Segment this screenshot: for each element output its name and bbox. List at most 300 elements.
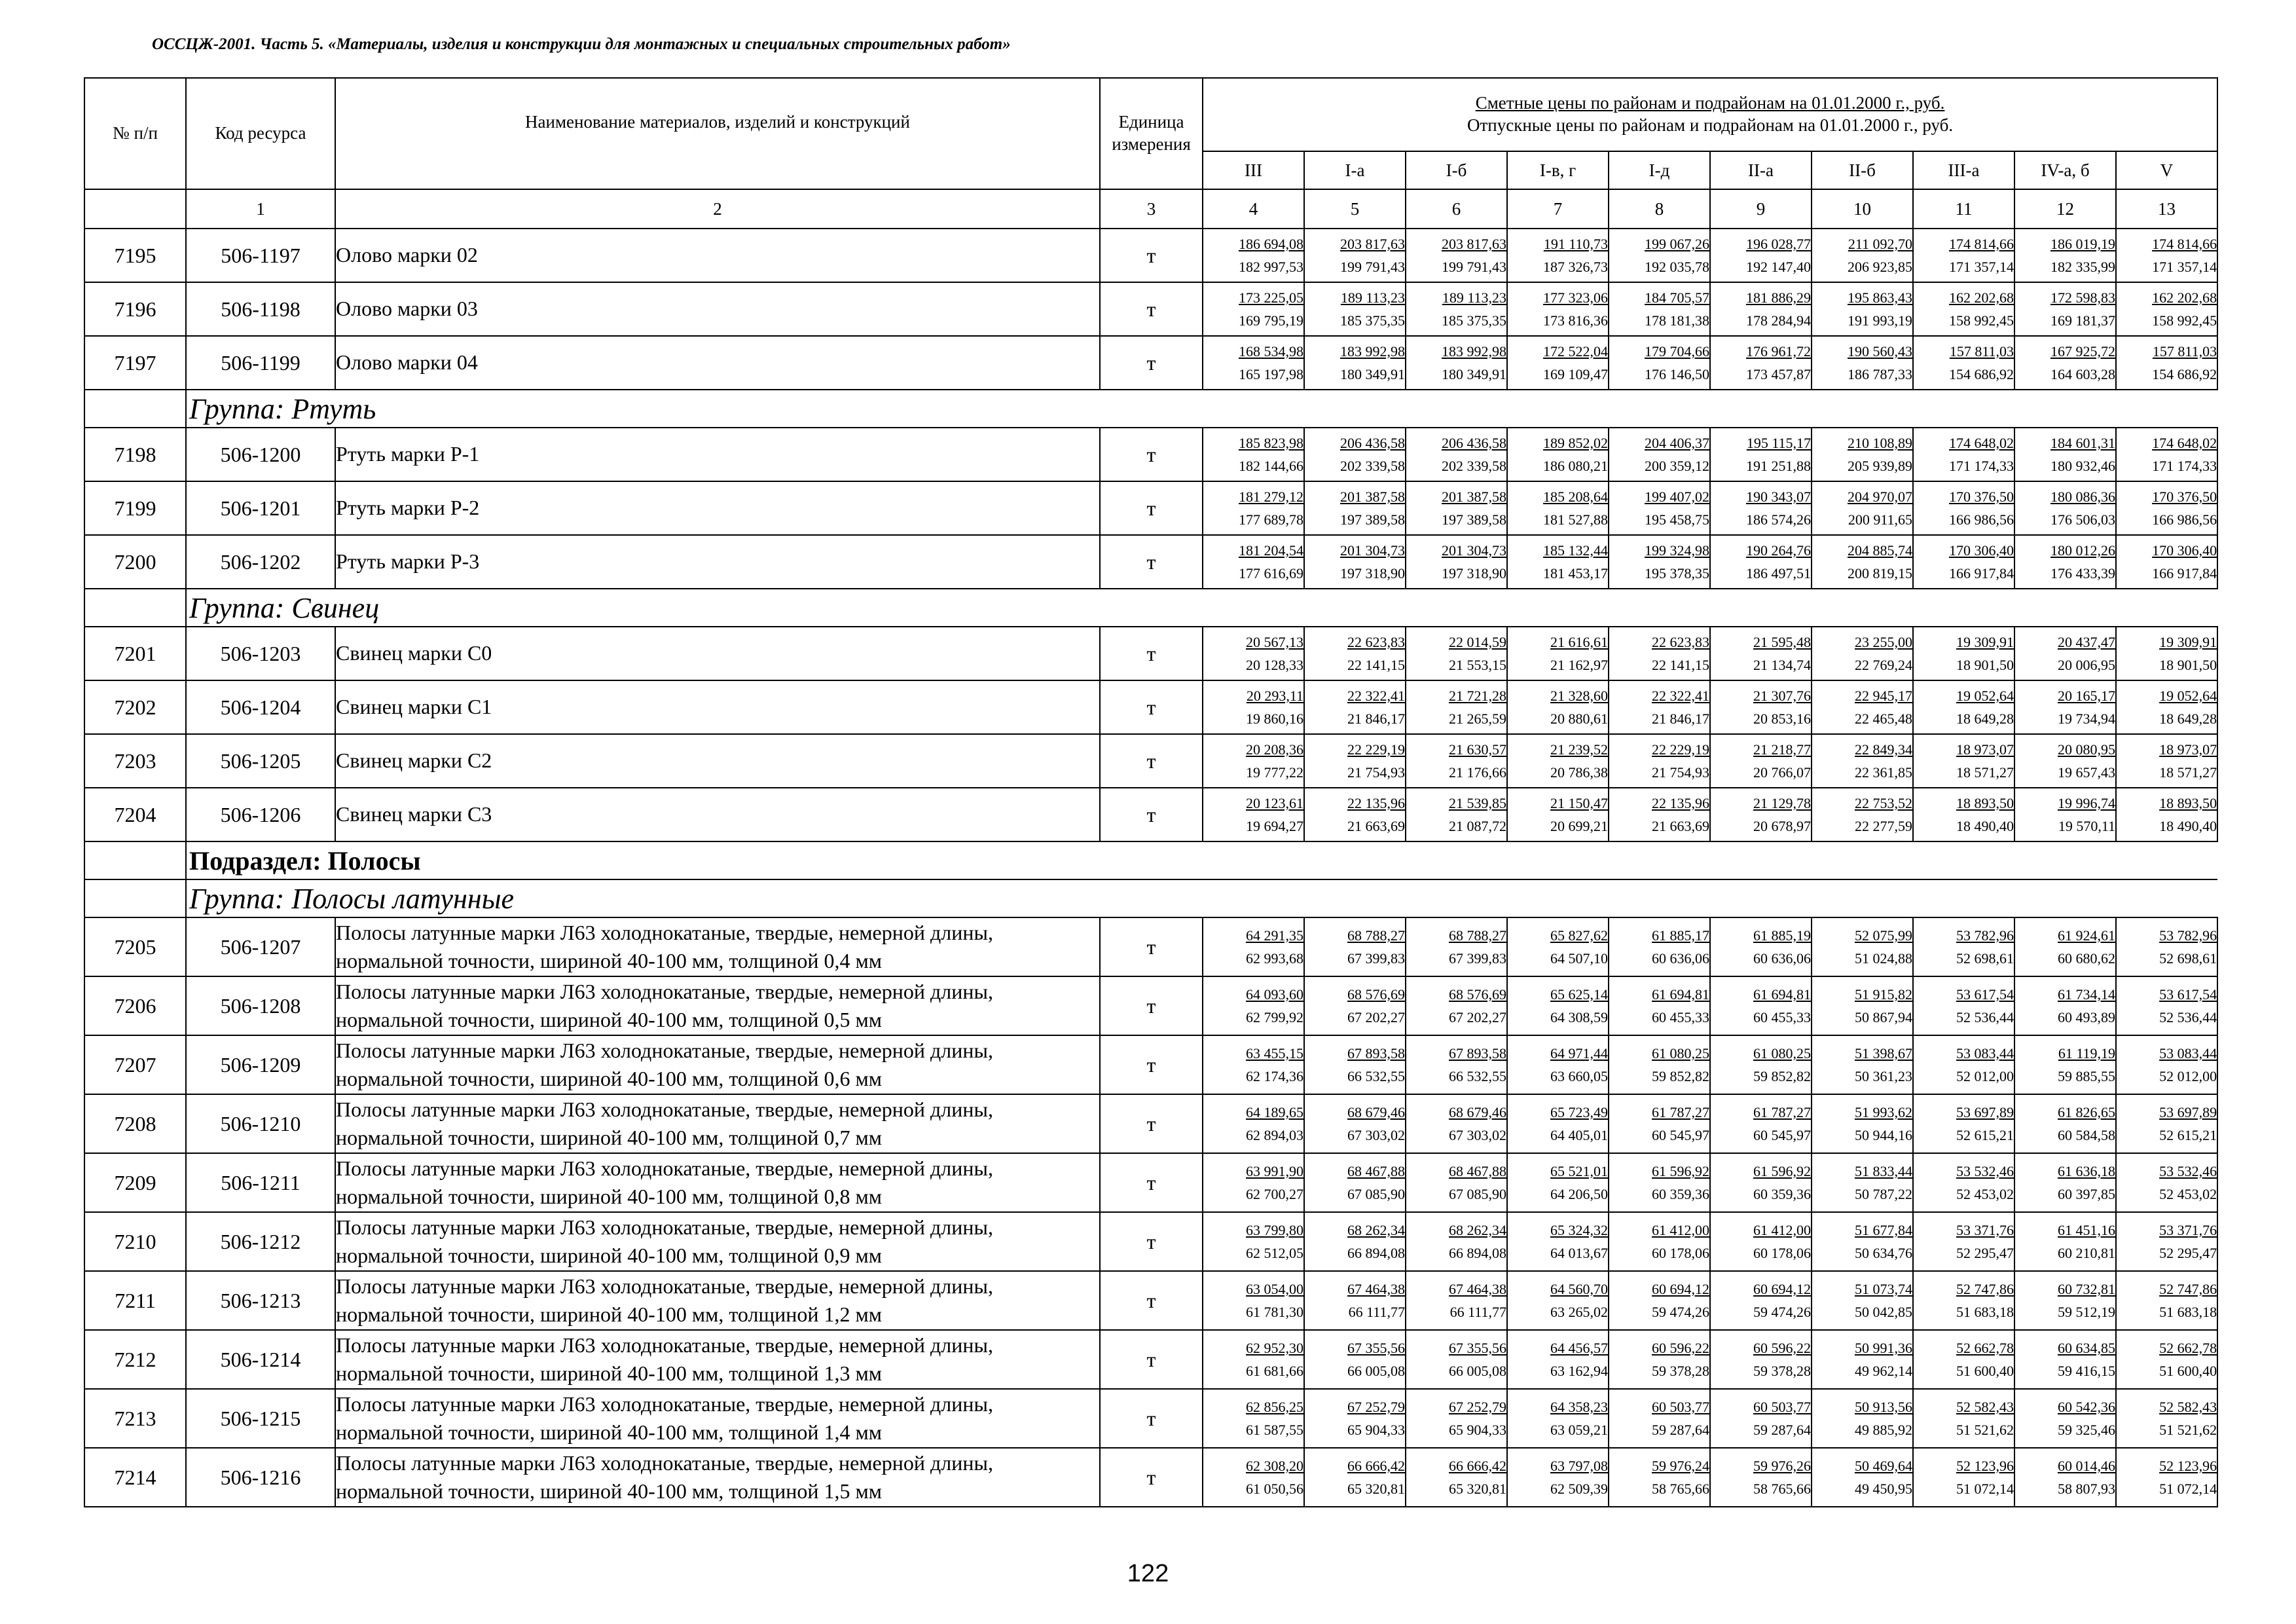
estimate-price: 170 376,50 (1949, 488, 2014, 505)
price-cell (1812, 282, 1913, 336)
group-row (84, 879, 2217, 917)
estimate-price: 68 467,88 (1347, 1162, 1405, 1179)
release-price: 63 059,21 (1550, 1422, 1608, 1438)
unit-cell: т (1100, 976, 1203, 1035)
material-name: Полосы латунные марки Л63 холоднокатаные, твердые, немерной длины, нормальной точности, шириной 40-100 мм, толщиной 0,6 мм (335, 1035, 1100, 1094)
release-price: 67 085,90 (1449, 1186, 1506, 1202)
price-cell (1710, 428, 1812, 481)
price-cell (1710, 788, 1812, 841)
region-header: II-а (1710, 151, 1812, 189)
estimate-price: 52 747,86 (2159, 1280, 2217, 1297)
price-cell (2116, 1271, 2217, 1330)
estimate-price: 201 304,73 (1340, 542, 1405, 559)
release-price: 186 497,51 (1746, 565, 1811, 581)
release-price: 18 649,28 (1956, 710, 2014, 727)
column-number: 4 (1203, 189, 1304, 229)
estimate-price: 65 827,62 (1550, 927, 1608, 944)
estimate-price: 174 648,02 (1949, 434, 2014, 451)
release-price: 178 181,38 (1645, 312, 1709, 329)
price-cell (1406, 1153, 1507, 1212)
price-cell (1812, 428, 1913, 481)
estimate-price: 50 991,36 (1855, 1339, 1912, 1356)
unit-cell: т (1100, 1271, 1203, 1330)
price-cell (1710, 1094, 1812, 1153)
price-cell (1304, 788, 1406, 841)
row-number: 7196 (84, 282, 186, 336)
release-price: 18 571,27 (1956, 764, 2014, 781)
resource-code: 506-1207 (186, 917, 335, 976)
estimate-price: 63 054,00 (1246, 1280, 1303, 1297)
release-price: 185 375,35 (1442, 312, 1506, 329)
estimate-price: 22 322,41 (1652, 687, 1709, 704)
price-cell (1913, 1094, 2014, 1153)
price-cell (1507, 1035, 1609, 1094)
price-cell (1203, 680, 1304, 734)
estimate-price: 184 705,57 (1645, 289, 1709, 306)
release-price: 62 512,05 (1246, 1245, 1303, 1261)
unit-cell: т (1100, 1035, 1203, 1094)
release-price: 66 532,55 (1347, 1068, 1405, 1084)
estimate-price: 65 625,14 (1550, 986, 1608, 1003)
estimate-price: 162 202,68 (1949, 289, 2014, 306)
price-cell (1913, 1330, 2014, 1389)
release-price: 59 416,15 (2058, 1363, 2115, 1379)
estimate-price: 51 915,82 (1855, 986, 1912, 1003)
unit-cell: т (1100, 535, 1203, 589)
group-row (84, 390, 2217, 428)
release-price: 176 146,50 (1645, 366, 1709, 382)
release-price: 52 698,61 (2159, 950, 2217, 967)
table-row (84, 917, 2217, 976)
price-cell (2116, 229, 2217, 282)
estimate-price: 59 976,26 (1753, 1457, 1811, 1474)
group-title: Группа: Свинец (186, 589, 2217, 627)
price-cell (1203, 627, 1304, 680)
release-price: 59 852,82 (1652, 1068, 1709, 1084)
release-price: 20 786,38 (1550, 764, 1608, 781)
estimate-price: 68 788,27 (1347, 927, 1405, 944)
estimate-price: 20 165,17 (2058, 687, 2115, 704)
price-cell (1913, 917, 2014, 976)
estimate-price: 68 467,88 (1449, 1162, 1506, 1179)
release-price: 66 005,08 (1347, 1363, 1405, 1379)
release-price: 60 210,81 (2058, 1245, 2115, 1261)
table-row (84, 1271, 2217, 1330)
release-price: 18 901,50 (1956, 657, 2014, 673)
release-price: 171 174,33 (2152, 458, 2217, 474)
release-price: 59 852,82 (1753, 1068, 1811, 1084)
row-number: 7198 (84, 428, 186, 481)
estimate-price: 66 666,42 (1449, 1457, 1506, 1474)
price-cell (1304, 481, 1406, 535)
table-row (84, 680, 2217, 734)
resource-code: 506-1200 (186, 428, 335, 481)
price-cell (1710, 1035, 1812, 1094)
release-price: 66 894,08 (1347, 1245, 1405, 1261)
col-header-prices (1203, 78, 2217, 151)
price-cell (1913, 1212, 2014, 1271)
release-price: 154 686,92 (2152, 366, 2217, 382)
resource-code: 506-1204 (186, 680, 335, 734)
release-price: 192 147,40 (1746, 259, 1811, 275)
price-cell (1406, 680, 1507, 734)
material-name: Свинец марки С2 (335, 734, 1100, 788)
estimate-price: 63 991,90 (1246, 1162, 1303, 1179)
release-price: 50 787,22 (1855, 1186, 1912, 1202)
table-row (84, 282, 2217, 336)
price-cell (1913, 627, 2014, 680)
price-cell (1406, 336, 1507, 390)
estimate-price: 206 436,58 (1442, 434, 1506, 451)
row-number: 7204 (84, 788, 186, 841)
price-cell (1913, 1153, 2014, 1212)
estimate-price: 174 814,66 (1949, 235, 2014, 252)
price-cell (1507, 428, 1609, 481)
price-cell (1812, 917, 1913, 976)
col-header-no: № п/п (84, 78, 186, 189)
release-price: 60 493,89 (2058, 1009, 2115, 1025)
price-cell (1812, 336, 1913, 390)
estimate-price: 61 734,14 (2058, 986, 2115, 1003)
price-cell (1304, 336, 1406, 390)
resource-code: 506-1201 (186, 481, 335, 535)
estimate-price: 185 132,44 (1543, 542, 1608, 559)
price-cell (2116, 627, 2217, 680)
material-name: Олово марки 04 (335, 336, 1100, 390)
price-cell (1304, 428, 1406, 481)
column-number: 8 (1609, 189, 1710, 229)
release-price: 67 399,83 (1449, 950, 1506, 967)
estimate-price: 22 849,34 (1855, 741, 1912, 758)
price-cell (1913, 229, 2014, 282)
estimate-price: 21 721,28 (1449, 687, 1506, 704)
release-price: 200 911,65 (1848, 511, 1912, 528)
estimate-price: 61 412,00 (1652, 1221, 1709, 1238)
estimate-price: 199 324,98 (1645, 542, 1709, 559)
price-cell (1304, 1035, 1406, 1094)
estimate-price: 68 576,69 (1449, 986, 1506, 1003)
release-price: 197 389,58 (1442, 511, 1506, 528)
price-cell (1304, 1094, 1406, 1153)
price-cell (1609, 1389, 1710, 1448)
estimate-price: 174 814,66 (2152, 235, 2217, 252)
estimate-price: 19 309,91 (1956, 633, 2014, 650)
table-row (84, 1153, 2217, 1212)
group-title: Группа: Ртуть (186, 390, 2217, 428)
estimate-price: 201 387,58 (1340, 488, 1405, 505)
release-price: 200 819,15 (1848, 565, 1912, 581)
price-cell (2116, 1153, 2217, 1212)
estimate-price: 60 014,46 (2058, 1457, 2115, 1474)
price-cell (1304, 282, 1406, 336)
price-cell (1609, 1330, 1710, 1389)
price-cell (1609, 1448, 1710, 1507)
release-price: 51 521,62 (1956, 1422, 2014, 1438)
row-number: 7208 (84, 1094, 186, 1153)
release-price: 19 570,11 (2058, 818, 2115, 834)
price-cell (1507, 680, 1609, 734)
price-cell (1406, 282, 1507, 336)
unit-cell: т (1100, 1212, 1203, 1271)
price-cell (1406, 1212, 1507, 1271)
release-price: 64 308,59 (1550, 1009, 1608, 1025)
release-price: 21 087,72 (1449, 818, 1506, 834)
release-price: 19 734,94 (2058, 710, 2115, 727)
price-cell (1710, 1389, 1812, 1448)
price-cell (2116, 680, 2217, 734)
row-number: 7211 (84, 1271, 186, 1330)
price-cell (1406, 428, 1507, 481)
row-number: 7212 (84, 1330, 186, 1389)
price-cell (2014, 535, 2116, 589)
estimate-price: 60 596,22 (1652, 1339, 1709, 1356)
release-price: 186 787,33 (1848, 366, 1912, 382)
estimate-price: 177 323,06 (1543, 289, 1608, 306)
estimate-price: 52 582,43 (2159, 1398, 2217, 1415)
price-cell (1507, 481, 1609, 535)
release-price: 197 389,58 (1340, 511, 1405, 528)
release-price: 59 325,46 (2058, 1422, 2115, 1438)
price-cell (2014, 1212, 2116, 1271)
release-price: 182 335,99 (2050, 259, 2115, 275)
row-number: 7214 (84, 1448, 186, 1507)
table-row (84, 1035, 2217, 1094)
row-number: 7213 (84, 1389, 186, 1448)
price-cell (2014, 917, 2116, 976)
release-price: 180 349,91 (1442, 366, 1506, 382)
release-price: 22 141,15 (1652, 657, 1709, 673)
material-name: Полосы латунные марки Л63 холоднокатаные, твердые, немерной длины, нормальной точности, шириной 40-100 мм, толщиной 0,8 мм (335, 1153, 1100, 1212)
release-price: 177 689,78 (1239, 511, 1303, 528)
blank-cell (84, 589, 186, 627)
unit-cell: т (1100, 1330, 1203, 1389)
release-price: 173 816,36 (1543, 312, 1608, 329)
release-price: 51 683,18 (1956, 1304, 2014, 1320)
unit-cell: т (1100, 336, 1203, 390)
release-price: 191 993,19 (1848, 312, 1912, 329)
column-number (84, 189, 186, 229)
estimate-price: 21 150,47 (1550, 794, 1608, 811)
release-price: 49 962,14 (1855, 1363, 1912, 1379)
estimate-price: 181 204,54 (1239, 542, 1303, 559)
estimate-price: 22 229,19 (1652, 741, 1709, 758)
price-cell (1507, 1153, 1609, 1212)
material-name: Свинец марки С0 (335, 627, 1100, 680)
estimate-price: 190 560,43 (1848, 342, 1912, 360)
estimate-price: 211 092,70 (1848, 235, 1912, 252)
estimate-price: 201 387,58 (1442, 488, 1506, 505)
price-cell (1203, 428, 1304, 481)
price-cell (1304, 1389, 1406, 1448)
region-header: V (2116, 151, 2217, 189)
estimate-price: 60 694,12 (1753, 1280, 1811, 1297)
resource-code: 506-1216 (186, 1448, 335, 1507)
unit-cell: т (1100, 1094, 1203, 1153)
price-cell (1507, 788, 1609, 841)
release-price: 52 536,44 (1956, 1009, 2014, 1025)
estimate-price: 65 324,32 (1550, 1221, 1608, 1238)
estimate-price: 51 677,84 (1855, 1221, 1912, 1238)
release-price: 52 615,21 (1956, 1127, 2014, 1143)
estimate-price: 189 113,23 (1442, 289, 1506, 306)
resource-code: 506-1199 (186, 336, 335, 390)
estimate-price: 53 083,44 (1956, 1044, 2014, 1061)
resource-code: 506-1197 (186, 229, 335, 282)
release-price: 180 349,91 (1340, 366, 1405, 382)
price-cell (1507, 1094, 1609, 1153)
estimate-price: 190 343,07 (1746, 488, 1811, 505)
release-price: 50 867,94 (1855, 1009, 1912, 1025)
release-price: 200 359,12 (1645, 458, 1709, 474)
estimate-price: 22 623,83 (1347, 633, 1405, 650)
price-cell (1203, 734, 1304, 788)
release-price: 60 359,36 (1652, 1186, 1709, 1202)
unit-cell: т (1100, 788, 1203, 841)
price-cell (1203, 336, 1304, 390)
release-price: 60 455,33 (1753, 1009, 1811, 1025)
estimate-price: 210 108,89 (1848, 434, 1912, 451)
estimate-price: 68 262,34 (1347, 1221, 1405, 1238)
estimate-price: 61 885,19 (1753, 927, 1811, 944)
price-cell (1304, 734, 1406, 788)
price-cell (1203, 1153, 1304, 1212)
price-cell (1406, 481, 1507, 535)
price-cell (1507, 627, 1609, 680)
release-price: 67 202,27 (1449, 1009, 1506, 1025)
estimate-price: 204 406,37 (1645, 434, 1709, 451)
region-header: I-д (1609, 151, 1710, 189)
price-cell (1609, 428, 1710, 481)
price-cell (1812, 627, 1913, 680)
release-price: 61 781,30 (1246, 1304, 1303, 1320)
release-price: 58 765,66 (1652, 1481, 1709, 1497)
price-cell (1710, 1153, 1812, 1212)
col-header-unit: Единица измерения (1100, 78, 1203, 189)
release-price: 52 698,61 (1956, 950, 2014, 967)
prices-caption-release: Отпускные цены по районам и подрайонам на 01.01.2000 г., руб. (1467, 115, 1954, 135)
price-cell (1913, 282, 2014, 336)
region-header: I-б (1406, 151, 1507, 189)
estimate-price: 67 464,38 (1347, 1280, 1405, 1297)
table-row (84, 1330, 2217, 1389)
price-cell (2014, 282, 2116, 336)
price-cell (1406, 1035, 1507, 1094)
material-name: Ртуть марки Р-2 (335, 481, 1100, 535)
release-price: 58 807,93 (2058, 1481, 2115, 1497)
estimate-price: 196 028,77 (1746, 235, 1811, 252)
estimate-price: 64 560,70 (1550, 1280, 1608, 1297)
price-cell (1406, 1448, 1507, 1507)
release-price: 51 024,88 (1855, 950, 1912, 967)
price-cell (1812, 1389, 1913, 1448)
unit-cell: т (1100, 428, 1203, 481)
col-header-code: Код ресурса (186, 78, 335, 189)
estimate-price: 53 697,89 (1956, 1103, 2014, 1120)
price-cell (1812, 1448, 1913, 1507)
price-cell (2116, 734, 2217, 788)
group-row (84, 589, 2217, 627)
estimate-price: 19 052,64 (1956, 687, 2014, 704)
estimate-price: 189 113,23 (1340, 289, 1405, 306)
release-price: 65 904,33 (1347, 1422, 1405, 1438)
estimate-price: 170 306,40 (1949, 542, 2014, 559)
column-number: 2 (335, 189, 1100, 229)
estimate-price: 186 694,08 (1239, 235, 1303, 252)
estimate-price: 51 398,67 (1855, 1044, 1912, 1061)
release-price: 59 378,28 (1753, 1363, 1811, 1379)
release-price: 59 287,64 (1753, 1422, 1811, 1438)
price-cell (1304, 229, 1406, 282)
price-cell (1710, 535, 1812, 589)
release-price: 67 303,02 (1449, 1127, 1506, 1143)
estimate-price: 53 532,46 (2159, 1162, 2217, 1179)
estimate-price: 60 732,81 (2058, 1280, 2115, 1297)
release-price: 52 615,21 (2159, 1127, 2217, 1143)
estimate-price: 21 616,61 (1550, 633, 1608, 650)
row-number: 7209 (84, 1153, 186, 1212)
price-cell (1507, 1330, 1609, 1389)
price-cell (1203, 1271, 1304, 1330)
table-row (84, 1094, 2217, 1153)
price-cell (1406, 1330, 1507, 1389)
price-cell (1203, 788, 1304, 841)
material-name: Свинец марки С1 (335, 680, 1100, 734)
estimate-price: 61 885,17 (1652, 927, 1709, 944)
material-name: Полосы латунные марки Л63 холоднокатаные, твердые, немерной длины, нормальной точности, шириной 40-100 мм, толщиной 0,4 мм (335, 917, 1100, 976)
column-number: 7 (1507, 189, 1609, 229)
estimate-price: 52 075,99 (1855, 927, 1912, 944)
col-header-name: Наименование материалов, изделий и конструкций (335, 78, 1100, 189)
release-price: 21 846,17 (1652, 710, 1709, 727)
price-cell (2116, 481, 2217, 535)
unit-cell: т (1100, 734, 1203, 788)
release-price: 64 206,50 (1550, 1186, 1608, 1202)
release-price: 21 663,69 (1652, 818, 1709, 834)
estimate-price: 167 925,72 (2050, 342, 2115, 360)
estimate-price: 51 073,74 (1855, 1280, 1912, 1297)
release-price: 60 455,33 (1652, 1009, 1709, 1025)
resource-code: 506-1209 (186, 1035, 335, 1094)
price-cell (1507, 1389, 1609, 1448)
price-cell (1609, 976, 1710, 1035)
release-price: 18 490,40 (1956, 818, 2014, 834)
estimate-price: 51 833,44 (1855, 1162, 1912, 1179)
release-price: 67 303,02 (1347, 1127, 1405, 1143)
release-price: 177 616,69 (1239, 565, 1303, 581)
release-price: 180 932,46 (2050, 458, 2115, 474)
release-price: 171 357,14 (1949, 259, 2014, 275)
release-price: 199 791,43 (1340, 259, 1405, 275)
estimate-price: 52 123,96 (2159, 1457, 2217, 1474)
material-name: Полосы латунные марки Л63 холоднокатаные, твердые, немерной длины, нормальной точности, шириной 40-100 мм, толщиной 0,9 мм (335, 1212, 1100, 1271)
price-cell (1710, 976, 1812, 1035)
estimate-price: 204 885,74 (1848, 542, 1912, 559)
estimate-price: 53 782,96 (2159, 927, 2217, 944)
price-cell (2116, 1448, 2217, 1507)
price-cell (1406, 1094, 1507, 1153)
estimate-price: 174 648,02 (2152, 434, 2217, 451)
price-cell (1203, 1212, 1304, 1271)
price-cell (2116, 1094, 2217, 1153)
release-price: 51 600,40 (2159, 1363, 2217, 1379)
price-cell (2014, 976, 2116, 1035)
price-cell (1609, 788, 1710, 841)
price-cell (1609, 1212, 1710, 1271)
price-cell (1710, 336, 1812, 390)
estimate-price: 60 596,22 (1753, 1339, 1811, 1356)
row-number: 7199 (84, 481, 186, 535)
unit-cell: т (1100, 1153, 1203, 1212)
